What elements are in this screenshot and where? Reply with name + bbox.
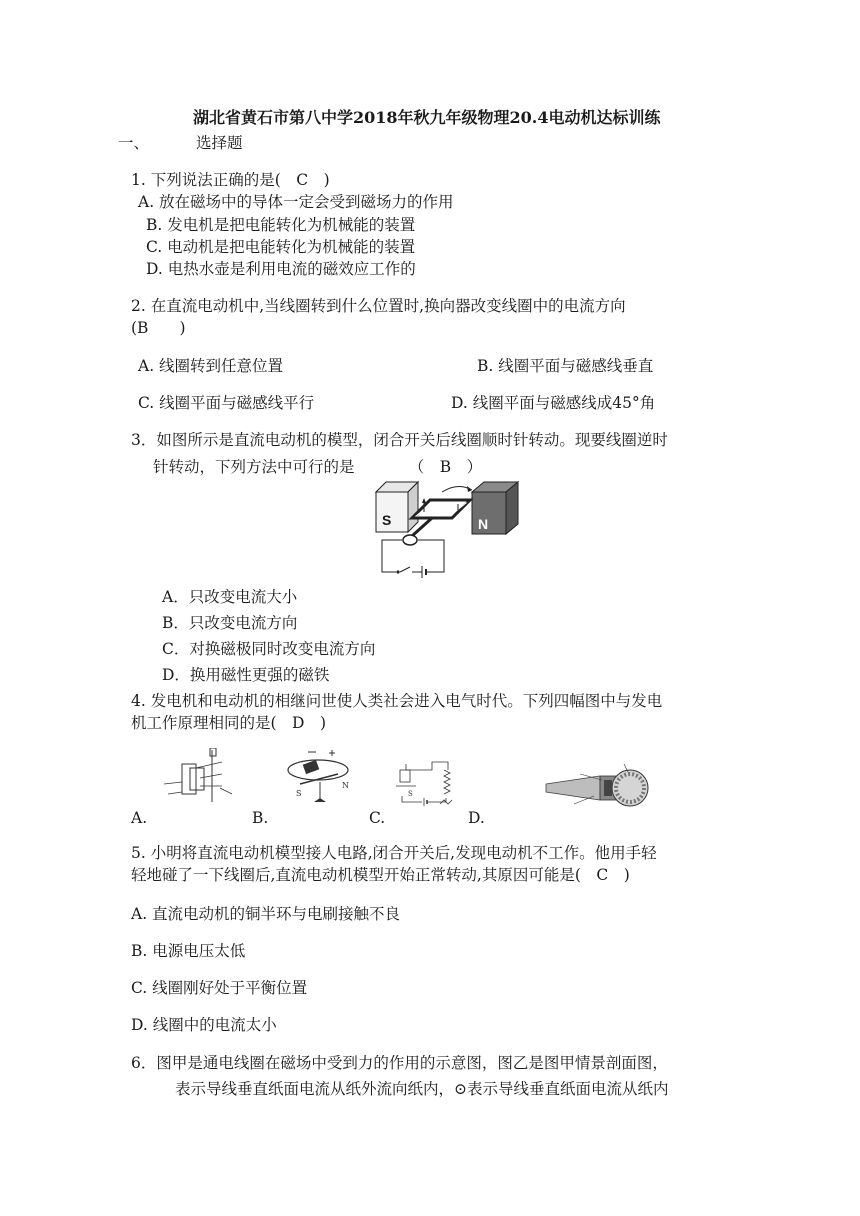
q4-figure-d [544, 760, 660, 812]
q3-option-b: B．只改变电流方向 [162, 614, 298, 632]
q5-option-d: D. 线圈中的电流太小 [131, 1016, 277, 1034]
q1-option-c: C. 电动机是把电能转化为机械能的装置 [146, 238, 416, 256]
section-heading: 选择题 [196, 134, 243, 152]
q3-option-c: C．对换磁极同时改变电流方向 [162, 640, 376, 658]
n-pole-label: N [478, 516, 489, 532]
q6-stem: 6．图甲是通电线圈在磁场中受到力的作用的示意图，图乙是图甲情景剖面图， [131, 1054, 668, 1072]
q4-label-d: D. [468, 809, 485, 827]
q4-figure-c [392, 756, 464, 808]
svg-text:S: S [296, 789, 302, 798]
q3-option-a: A．只改变电流大小 [162, 588, 298, 606]
q5-stem: 5. 小明将直流电动机模型接人电路,闭合开关后,发现电动机不工作。他用手轻 [131, 844, 657, 862]
q4-stem-cont: 机工作原理相同的是( D ) [131, 714, 327, 732]
page-title: 湖北省黄石市第八中学2018年秋九年级物理20.4电动机达标训练 [193, 108, 661, 127]
q3-stem: 3．如图所示是直流电动机的模型，闭合开关后线圈顺时针转动。现要线圈逆时 [131, 431, 668, 449]
q3-stem-cont: 针转动，下列方法中可行的是 （ B ） [153, 458, 483, 476]
q5-option-b: B. 电源电压太低 [131, 942, 246, 960]
q1-option-a: A. 放在磁场中的导体一定会受到磁场力的作用 [138, 193, 454, 211]
q2-option-b: B. 线圈平面与磁感线垂直 [477, 357, 654, 375]
q6-stem-cont: 表示导线垂直纸面电流从纸外流向纸内，⊙表示导线垂直纸面电流从纸内 [175, 1080, 669, 1098]
svg-text:S: S [408, 790, 413, 798]
q1-stem: 1. 下列说法正确的是( C ) [131, 171, 330, 189]
q2-answer: (B ) [131, 319, 186, 337]
q5-option-a: A. 直流电动机的铜半环与电刷接触不良 [131, 905, 401, 923]
q5-stem-cont: 轻地碰了一下线圈后,直流电动机模型开始正常转动,其原因可能是( C ) [131, 866, 630, 884]
s-pole-label: S [382, 512, 392, 528]
q5-option-c: C. 线圈刚好处于平衡位置 [131, 979, 308, 997]
q4-label-c: C. [369, 809, 386, 827]
q2-option-c: C. 线圈平面与磁感线平行 [138, 394, 315, 412]
q4-label-a: A. [131, 809, 148, 827]
motor-model-figure [372, 474, 522, 580]
q2-stem: 2. 在直流电动机中,当线圈转到什么位置时,换向器改变线圈中的电流方向 [131, 297, 626, 315]
q4-stem: 4. 发电机和电动机的相继问世使人类社会进入电气时代。下列四幅图中与发电 [131, 692, 663, 710]
q4-figure-a [160, 748, 244, 804]
q4-figure-b [278, 744, 358, 808]
q1-option-b: B. 发电机是把电能转化为机械能的装置 [146, 216, 416, 234]
q3-option-d: D．换用磁性更强的磁铁 [162, 666, 330, 684]
svg-text:N: N [342, 781, 349, 790]
q4-label-b: B. [252, 809, 269, 827]
q2-option-a: A. 线圈转到任意位置 [138, 357, 284, 375]
section-number: 一、 [118, 134, 150, 152]
q1-option-d: D. 电热水壶是利用电流的磁效应工作的 [146, 260, 416, 278]
q2-option-d: D. 线圈平面与磁感线成45°角 [451, 394, 656, 412]
